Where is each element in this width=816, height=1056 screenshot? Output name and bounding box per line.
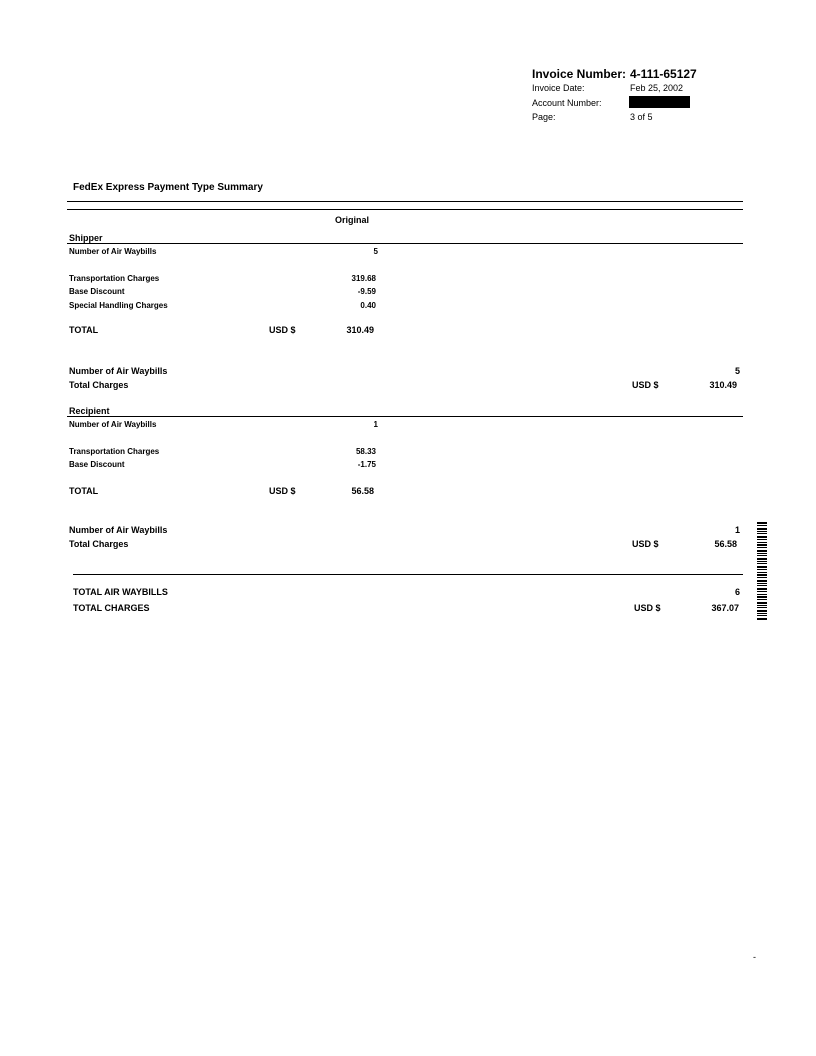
recipient-total-value: 56.58 (351, 486, 374, 496)
shipper-divider (67, 243, 743, 244)
divider-top-2 (67, 209, 743, 210)
grand-total-waybills-label: TOTAL AIR WAYBILLS (73, 587, 168, 597)
shipper-total-value: 310.49 (346, 325, 374, 335)
grand-total-charges-value: 367.07 (711, 603, 739, 613)
shipper-waybills-value: 5 (373, 247, 378, 256)
recipient-total-currency: USD $ (269, 486, 296, 496)
grand-total-currency: USD $ (634, 603, 661, 613)
account-number-redaction (629, 96, 690, 108)
shipper-discount-value: -9.59 (357, 287, 376, 296)
page-value: 3 of 5 (630, 112, 653, 122)
recipient-sum-waybills-value: 1 (734, 525, 740, 535)
recipient-total-label: TOTAL (69, 486, 99, 496)
recipient-sum-waybills-label: Number of Air Waybills (69, 525, 168, 535)
summary-title: FedEx Express Payment Type Summary (73, 182, 263, 193)
shipper-total-label: TOTAL (69, 325, 99, 335)
shipper-total-currency: USD $ (269, 325, 296, 335)
shipper-sum-waybills-label: Number of Air Waybills (69, 366, 168, 376)
recipient-discount-value: -1.75 (357, 460, 376, 469)
recipient-heading: Recipient (69, 406, 110, 416)
column-header-original: Original (335, 215, 370, 225)
recipient-divider (67, 416, 743, 417)
account-number-label: Account Number: (532, 98, 602, 108)
recipient-transport-value: 58.33 (355, 447, 376, 456)
page-label: Page: (532, 112, 556, 122)
invoice-date-label: Invoice Date: (532, 83, 585, 93)
shipper-transport-label: Transportation Charges (69, 274, 160, 283)
shipper-sum-charges-value: 310.49 (709, 380, 737, 390)
shipper-waybills-label: Number of Air Waybills (69, 247, 157, 256)
recipient-waybills-label: Number of Air Waybills (69, 420, 157, 429)
shipper-sum-currency: USD $ (632, 380, 659, 390)
invoice-number-value: 4-111-65127 (630, 67, 697, 81)
recipient-transport-label: Transportation Charges (69, 447, 160, 456)
invoice-date-value: Feb 25, 2002 (630, 83, 684, 93)
grand-total-charges-label: TOTAL CHARGES (73, 603, 150, 613)
recipient-sum-charges-label: Total Charges (69, 539, 129, 549)
invoice-number-label: Invoice Number: (532, 67, 627, 81)
divider-top (67, 201, 743, 202)
grand-total-waybills-value: 6 (734, 587, 740, 597)
shipper-special-label: Special Handling Charges (69, 301, 168, 310)
recipient-waybills-value: 1 (373, 420, 378, 429)
shipper-heading: Shipper (69, 233, 103, 243)
footer-mark: - (753, 952, 756, 962)
shipper-sum-waybills-value: 5 (734, 366, 740, 376)
shipper-special-value: 0.40 (360, 301, 376, 310)
recipient-sum-currency: USD $ (632, 539, 659, 549)
grand-total-divider (73, 574, 743, 575)
recipient-sum-charges-value: 56.58 (714, 539, 737, 549)
shipper-sum-charges-label: Total Charges (69, 380, 129, 390)
shipper-transport-value: 319.68 (351, 274, 376, 283)
shipper-discount-label: Base Discount (69, 287, 125, 296)
barcode-graphic (757, 522, 767, 620)
recipient-discount-label: Base Discount (69, 460, 125, 469)
